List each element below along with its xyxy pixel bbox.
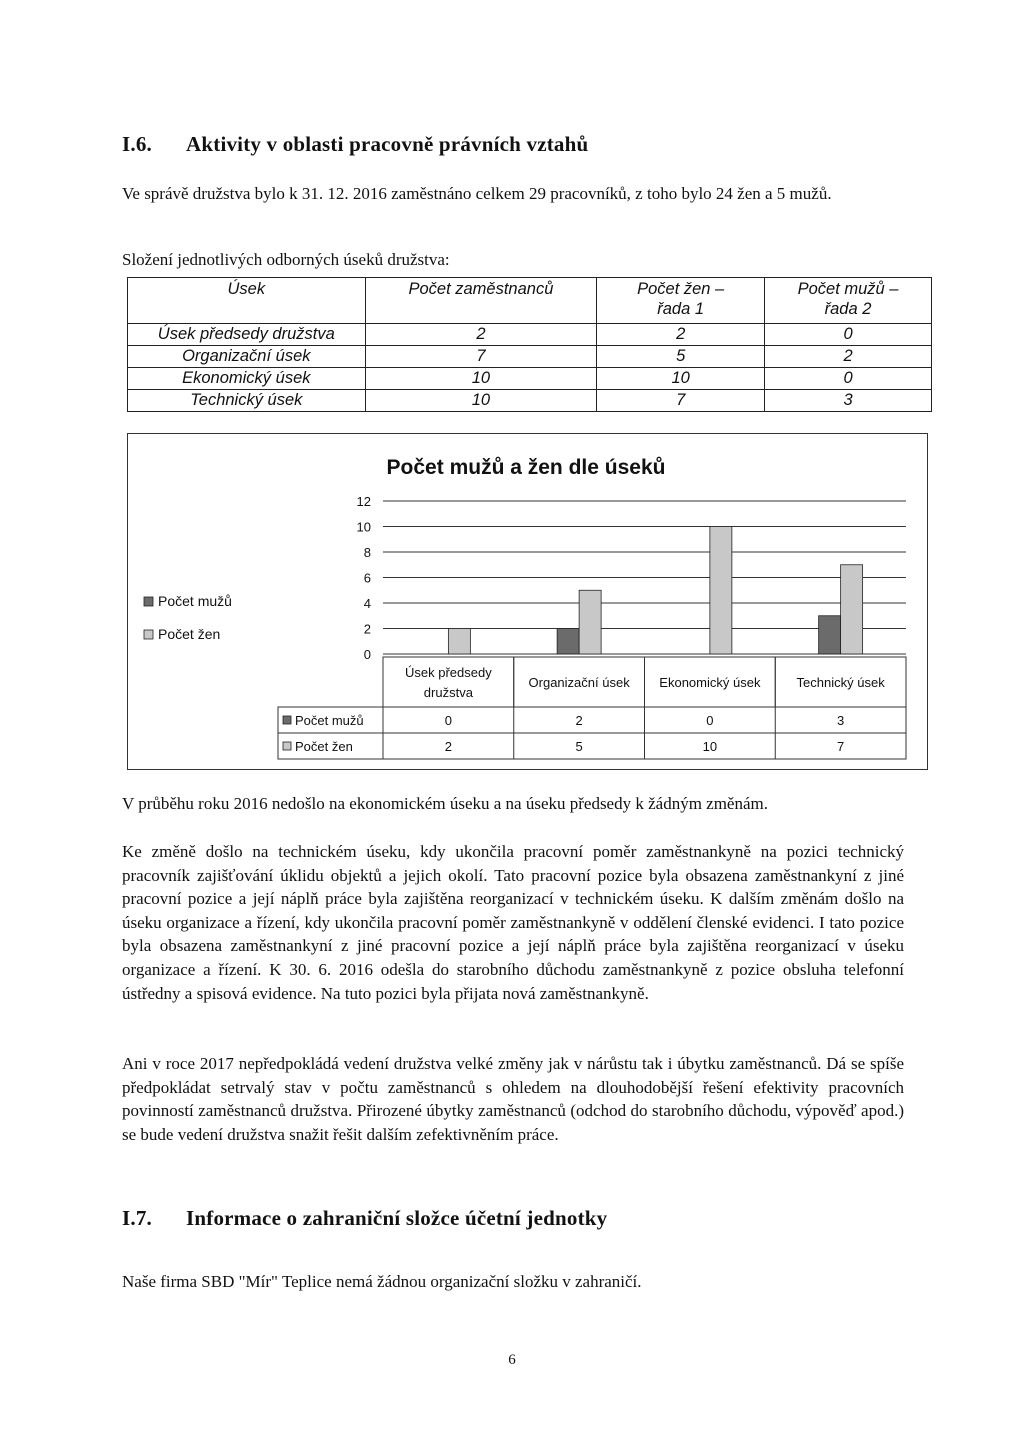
- table-row: [128, 346, 932, 368]
- bar: [710, 527, 732, 655]
- bar: [841, 565, 863, 654]
- y-tick-label: 0: [363, 647, 371, 662]
- table-cell: 2: [765, 346, 932, 368]
- bar: [448, 629, 470, 655]
- bar-chart: [128, 434, 927, 769]
- legend-swatch: [144, 597, 153, 606]
- table-cell: 0: [765, 324, 932, 346]
- section-title: Aktivity v oblasti pracovně právních vztahů: [186, 132, 589, 156]
- legend-swatch: [283, 716, 291, 724]
- bar: [579, 590, 601, 654]
- table-row: [128, 368, 932, 390]
- table-cell: 2: [597, 324, 765, 346]
- y-tick-label: 10: [356, 519, 371, 535]
- x-tick-label: Ekonomický úsek: [659, 675, 761, 690]
- legend-label: Počet mužů: [158, 593, 232, 609]
- data-table-row: [278, 707, 906, 733]
- y-tick-label: 8: [363, 545, 371, 560]
- y-tick-label: 2: [363, 621, 371, 637]
- legend-label: Počet žen: [158, 626, 221, 642]
- y-tick-label: 6: [363, 570, 371, 586]
- bar: [557, 629, 579, 655]
- table-cell: 10: [365, 368, 597, 390]
- data-table-series-label: Počet žen: [295, 739, 353, 754]
- table-cell: 2: [365, 324, 597, 346]
- section-number: I.7.: [122, 1206, 152, 1230]
- section-title: Informace o zahraniční složce účetní jednotky: [186, 1206, 608, 1230]
- header-women: Počet žen – řada 1: [597, 278, 765, 324]
- table-cell: 10: [365, 390, 597, 412]
- table-cell: Úsek předsedy družstva: [128, 324, 366, 346]
- data-label: 10: [702, 739, 718, 754]
- table-header-row: [128, 278, 932, 324]
- chart-title: Počet mužů a žen dle úseků: [386, 456, 666, 479]
- data-label: 0: [706, 713, 714, 728]
- paragraph-changes: Ke změně došlo na technickém úseku, kdy ukončila pracovní poměr zaměstnankyně na pozici technický pracovník zajišťování úklidu objektů a jejich okolí. Tato pracovní pozice byla obsazena zaměstnankyní z jiné pracovní pozice a její náplň práce byla zajištěna reorganizací v technickém úseku. K dalším změnám došlo na úseku organizace a řízení, kdy ukončila pracovní poměr zaměstnankyně v oddělení členské evidenci. I tato pozice byla obsazena zaměstnankyní z jiné pracovní pozice a její náplň práce byla zajištěna reorganizací v úseku organizace a řízení. K 30. 6. 2016 odešla do starobního důchodu zaměstnankyně z pozice obsluha telefonní ústředny a spisová evidence. Na tuto pozici byla přijata nová zaměstnankyně.: [122, 842, 904, 1003]
- header-men: Počet mužů – řada 2: [765, 278, 932, 324]
- x-tick-label: Organizační úsek: [528, 675, 630, 690]
- section-17-text: Naše firma SBD "Mír" Teplice nemá žádnou organizační složku v zahraničí.: [122, 1272, 642, 1291]
- table-cell: 3: [765, 390, 932, 412]
- header-employees: Počet zaměstnanců: [365, 278, 597, 324]
- page-number: 6: [508, 1352, 516, 1368]
- staff-table: [127, 277, 932, 412]
- section-heading-1-7: [122, 1206, 607, 1231]
- section-heading-1-6: [122, 132, 588, 157]
- data-table-row: [278, 733, 906, 759]
- legend-swatch: [283, 742, 291, 750]
- table-row: [128, 390, 932, 412]
- table-caption: Složení jednotlivých odborných úseků družstva:: [122, 250, 450, 269]
- data-label: 7: [837, 739, 845, 754]
- paragraph-outlook: Ani v roce 2017 nepředpokládá vedení družstva velké změny jak v nárůstu tak i úbytku zaměstnanců. Dá se spíše předpokládat setrvalý stav v počtu zaměstnanců s ohledem na dlouhodobější řešení efektivity pracovních povinností zaměstnanců družstva. Přirozené úbytky zaměstnanců (odchod do starobního důchodu, výpověď apod.) se bude vedení družstva snažit řešit dalším zefektivněním práce.: [122, 1054, 904, 1144]
- x-tick-label: Úsek předsedy: [405, 665, 492, 680]
- table-row: [128, 324, 932, 346]
- header-section: Úsek: [128, 278, 366, 324]
- y-tick-label: 4: [363, 596, 371, 611]
- table-cell: Organizační úsek: [128, 346, 366, 368]
- y-tick-label: 12: [356, 494, 371, 509]
- data-label: 2: [575, 713, 583, 728]
- table-cell: Ekonomický úsek: [128, 368, 366, 390]
- data-label: 3: [837, 713, 845, 728]
- table-cell: 7: [365, 346, 597, 368]
- chart-frame: [127, 433, 928, 770]
- section-number: I.6.: [122, 132, 152, 156]
- data-label: 5: [575, 739, 583, 754]
- bar: [819, 616, 841, 654]
- table-cell: Technický úsek: [128, 390, 366, 412]
- x-tick-label: Technický úsek: [796, 675, 885, 690]
- paragraph-no-changes: V průběhu roku 2016 nedošlo na ekonomickém úseku a na úseku předsedy k žádným změnám.: [122, 794, 768, 813]
- data-table-series-label: Počet mužů: [295, 713, 364, 728]
- intro-paragraph: Ve správě družstva bylo k 31. 12. 2016 zaměstnáno celkem 29 pracovníků, z toho bylo 24 žen a 5 mužů.: [122, 184, 832, 203]
- table-cell: 5: [597, 346, 765, 368]
- legend-swatch: [144, 630, 153, 639]
- table-cell: 0: [765, 368, 932, 390]
- table-cell: 10: [597, 368, 765, 390]
- data-label: 0: [444, 713, 452, 728]
- data-label: 2: [444, 739, 452, 754]
- table-cell: 7: [597, 390, 765, 412]
- x-tick-label: družstva: [423, 685, 473, 700]
